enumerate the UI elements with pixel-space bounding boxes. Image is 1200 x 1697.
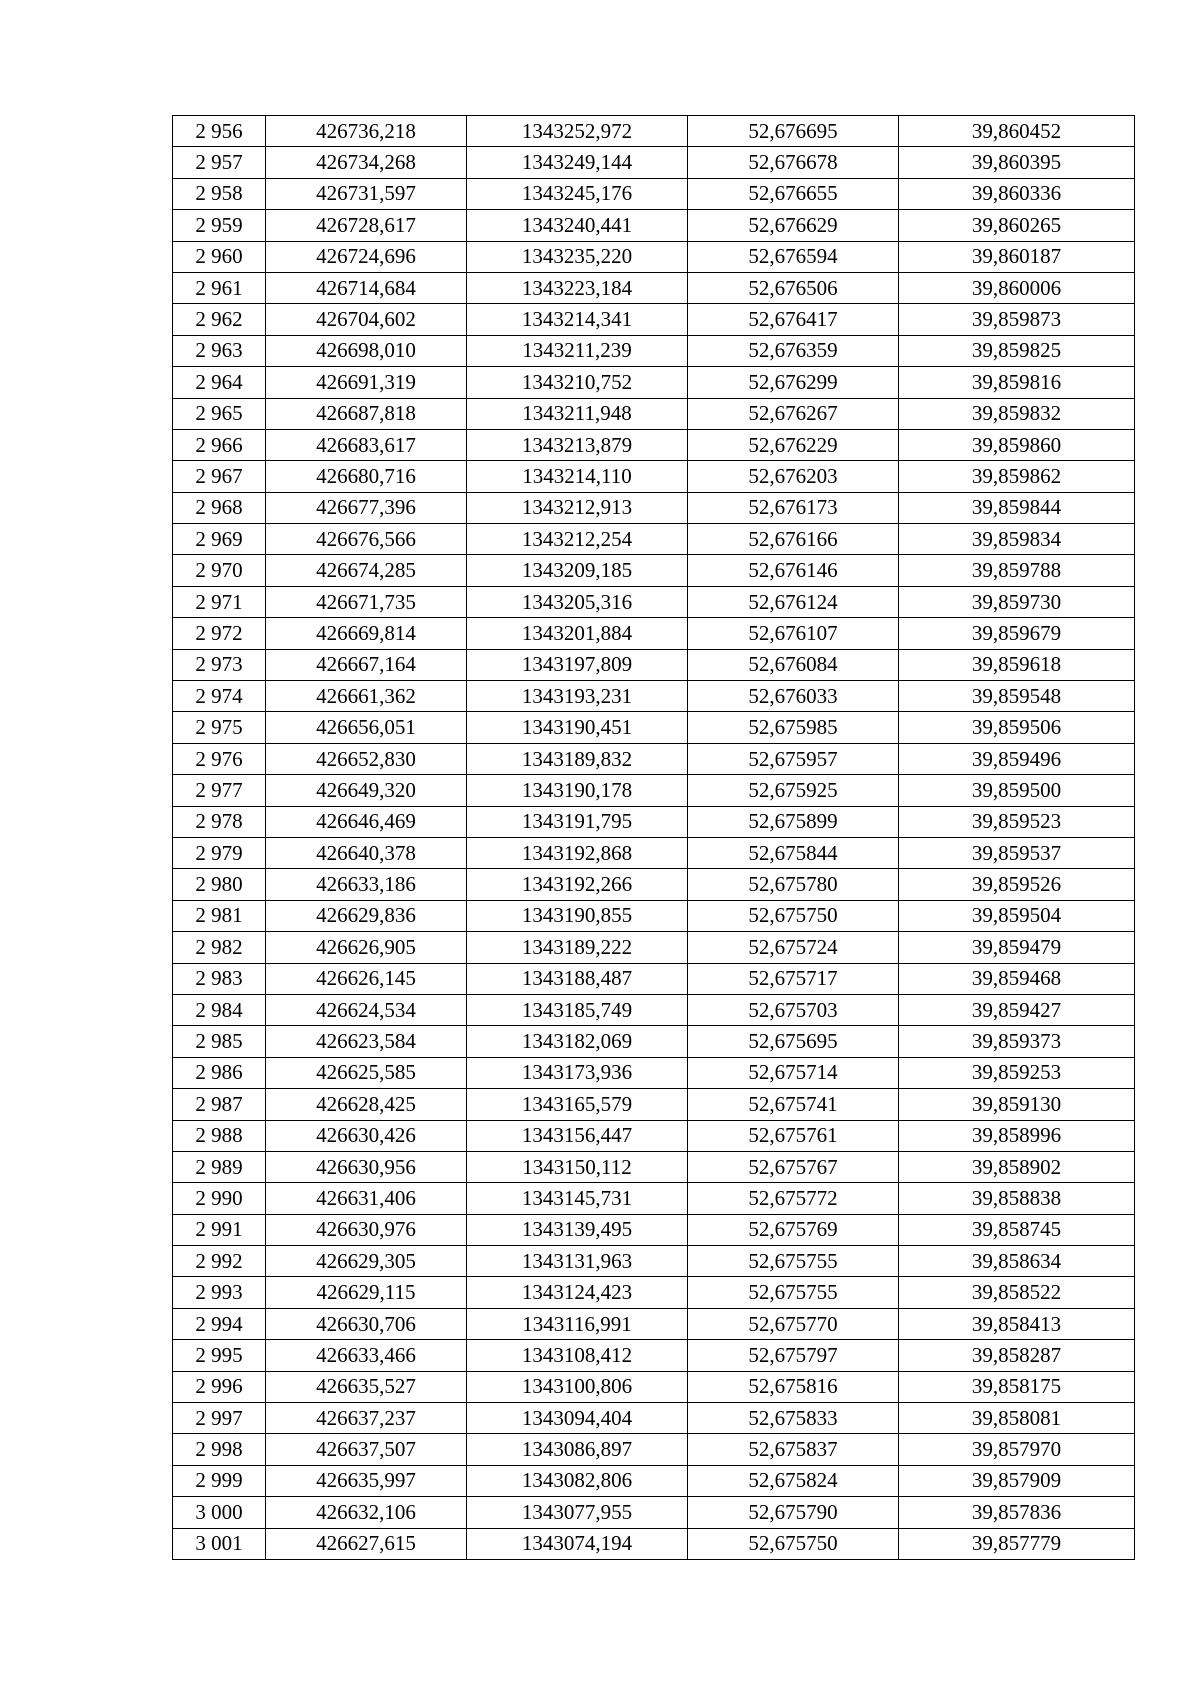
longitude-cell: 39,858634 [899, 1246, 1135, 1277]
y-coordinate-cell: 1343139,495 [467, 1214, 688, 1245]
point-number-cell: 2 981 [173, 900, 266, 931]
longitude-cell: 39,859523 [899, 806, 1135, 837]
y-coordinate-cell: 1343252,972 [467, 116, 688, 147]
y-coordinate-cell: 1343156,447 [467, 1120, 688, 1151]
table-row [173, 555, 1135, 586]
x-coordinate-cell: 426661,362 [266, 681, 467, 712]
point-number-cell: 2 958 [173, 178, 266, 209]
x-coordinate-cell: 426704,602 [266, 304, 467, 335]
y-coordinate-cell: 1343210,752 [467, 367, 688, 398]
point-number-cell: 2 985 [173, 1026, 266, 1057]
latitude-cell: 52,676084 [688, 649, 899, 680]
point-number-cell: 2 991 [173, 1214, 266, 1245]
y-coordinate-cell: 1343213,879 [467, 429, 688, 460]
longitude-cell: 39,860336 [899, 178, 1135, 209]
latitude-cell: 52,675770 [688, 1308, 899, 1339]
point-number-cell: 2 971 [173, 586, 266, 617]
x-coordinate-cell: 426623,584 [266, 1026, 467, 1057]
y-coordinate-cell: 1343249,144 [467, 147, 688, 178]
latitude-cell: 52,675837 [688, 1434, 899, 1465]
x-coordinate-cell: 426624,534 [266, 994, 467, 1025]
y-coordinate-cell: 1343094,404 [467, 1403, 688, 1434]
longitude-cell: 39,860395 [899, 147, 1135, 178]
y-coordinate-cell: 1343165,579 [467, 1089, 688, 1120]
longitude-cell: 39,859730 [899, 586, 1135, 617]
y-coordinate-cell: 1343191,795 [467, 806, 688, 837]
table-row [173, 869, 1135, 900]
point-number-cell: 2 970 [173, 555, 266, 586]
latitude-cell: 52,676124 [688, 586, 899, 617]
latitude-cell: 52,675755 [688, 1246, 899, 1277]
y-coordinate-cell: 1343082,806 [467, 1465, 688, 1496]
x-coordinate-cell: 426698,010 [266, 335, 467, 366]
longitude-cell: 39,859862 [899, 461, 1135, 492]
x-coordinate-cell: 426652,830 [266, 743, 467, 774]
x-coordinate-cell: 426667,164 [266, 649, 467, 680]
longitude-cell: 39,858287 [899, 1340, 1135, 1371]
point-number-cell: 2 973 [173, 649, 266, 680]
point-number-cell: 2 998 [173, 1434, 266, 1465]
longitude-cell: 39,857970 [899, 1434, 1135, 1465]
y-coordinate-cell: 1343150,112 [467, 1151, 688, 1182]
y-coordinate-cell: 1343185,749 [467, 994, 688, 1025]
table-row [173, 116, 1135, 147]
longitude-cell: 39,860265 [899, 210, 1135, 241]
x-coordinate-cell: 426626,145 [266, 963, 467, 994]
table-row [173, 837, 1135, 868]
y-coordinate-cell: 1343074,194 [467, 1528, 688, 1559]
y-coordinate-cell: 1343192,266 [467, 869, 688, 900]
x-coordinate-cell: 426629,305 [266, 1246, 467, 1277]
y-coordinate-cell: 1343245,176 [467, 178, 688, 209]
longitude-cell: 39,859504 [899, 900, 1135, 931]
table-row [173, 775, 1135, 806]
longitude-cell: 39,859860 [899, 429, 1135, 460]
latitude-cell: 52,675790 [688, 1497, 899, 1528]
y-coordinate-cell: 1343189,832 [467, 743, 688, 774]
y-coordinate-cell: 1343214,110 [467, 461, 688, 492]
table-row [173, 743, 1135, 774]
table-row [173, 586, 1135, 617]
longitude-cell: 39,857779 [899, 1528, 1135, 1559]
table-row [173, 994, 1135, 1025]
table-row [173, 1434, 1135, 1465]
longitude-cell: 39,859825 [899, 335, 1135, 366]
x-coordinate-cell: 426677,396 [266, 492, 467, 523]
coordinates-table-body [173, 116, 1135, 1560]
longitude-cell: 39,859816 [899, 367, 1135, 398]
longitude-cell: 39,859618 [899, 649, 1135, 680]
point-number-cell: 2 978 [173, 806, 266, 837]
point-number-cell: 2 997 [173, 1403, 266, 1434]
latitude-cell: 52,676594 [688, 241, 899, 272]
latitude-cell: 52,675780 [688, 869, 899, 900]
x-coordinate-cell: 426669,814 [266, 618, 467, 649]
longitude-cell: 39,858081 [899, 1403, 1135, 1434]
point-number-cell: 2 959 [173, 210, 266, 241]
longitude-cell: 39,859468 [899, 963, 1135, 994]
longitude-cell: 39,860187 [899, 241, 1135, 272]
table-row [173, 1246, 1135, 1277]
y-coordinate-cell: 1343209,185 [467, 555, 688, 586]
point-number-cell: 2 956 [173, 116, 266, 147]
x-coordinate-cell: 426683,617 [266, 429, 467, 460]
point-number-cell: 2 957 [173, 147, 266, 178]
latitude-cell: 52,675724 [688, 932, 899, 963]
longitude-cell: 39,858175 [899, 1371, 1135, 1402]
latitude-cell: 52,676146 [688, 555, 899, 586]
table-row [173, 335, 1135, 366]
x-coordinate-cell: 426674,285 [266, 555, 467, 586]
table-row [173, 1214, 1135, 1245]
table-row [173, 367, 1135, 398]
point-number-cell: 2 994 [173, 1308, 266, 1339]
y-coordinate-cell: 1343124,423 [467, 1277, 688, 1308]
point-number-cell: 2 962 [173, 304, 266, 335]
table-row [173, 398, 1135, 429]
longitude-cell: 39,859873 [899, 304, 1135, 335]
x-coordinate-cell: 426637,507 [266, 1434, 467, 1465]
x-coordinate-cell: 426736,218 [266, 116, 467, 147]
longitude-cell: 39,859373 [899, 1026, 1135, 1057]
x-coordinate-cell: 426630,706 [266, 1308, 467, 1339]
y-coordinate-cell: 1343190,451 [467, 712, 688, 743]
table-row [173, 900, 1135, 931]
point-number-cell: 2 966 [173, 429, 266, 460]
table-row [173, 178, 1135, 209]
table-row [173, 429, 1135, 460]
y-coordinate-cell: 1343131,963 [467, 1246, 688, 1277]
latitude-cell: 52,675816 [688, 1371, 899, 1402]
longitude-cell: 39,858413 [899, 1308, 1135, 1339]
point-number-cell: 2 967 [173, 461, 266, 492]
point-number-cell: 3 000 [173, 1497, 266, 1528]
coordinates-table [172, 115, 1135, 1560]
point-number-cell: 2 964 [173, 367, 266, 398]
longitude-cell: 39,858522 [899, 1277, 1135, 1308]
x-coordinate-cell: 426734,268 [266, 147, 467, 178]
x-coordinate-cell: 426649,320 [266, 775, 467, 806]
latitude-cell: 52,675695 [688, 1026, 899, 1057]
latitude-cell: 52,676229 [688, 429, 899, 460]
point-number-cell: 2 975 [173, 712, 266, 743]
latitude-cell: 52,676506 [688, 272, 899, 303]
point-number-cell: 2 999 [173, 1465, 266, 1496]
point-number-cell: 2 963 [173, 335, 266, 366]
table-row [173, 963, 1135, 994]
x-coordinate-cell: 426680,716 [266, 461, 467, 492]
longitude-cell: 39,859844 [899, 492, 1135, 523]
y-coordinate-cell: 1343188,487 [467, 963, 688, 994]
x-coordinate-cell: 426635,997 [266, 1465, 467, 1496]
table-row [173, 649, 1135, 680]
point-number-cell: 2 977 [173, 775, 266, 806]
table-row [173, 1308, 1135, 1339]
point-number-cell: 2 984 [173, 994, 266, 1025]
point-number-cell: 2 990 [173, 1183, 266, 1214]
latitude-cell: 52,675899 [688, 806, 899, 837]
y-coordinate-cell: 1343193,231 [467, 681, 688, 712]
latitude-cell: 52,675767 [688, 1151, 899, 1182]
y-coordinate-cell: 1343108,412 [467, 1340, 688, 1371]
x-coordinate-cell: 426656,051 [266, 712, 467, 743]
latitude-cell: 52,676203 [688, 461, 899, 492]
latitude-cell: 52,676655 [688, 178, 899, 209]
longitude-cell: 39,859427 [899, 994, 1135, 1025]
point-number-cell: 2 979 [173, 837, 266, 868]
point-number-cell: 2 986 [173, 1057, 266, 1088]
point-number-cell: 2 992 [173, 1246, 266, 1277]
longitude-cell: 39,859679 [899, 618, 1135, 649]
longitude-cell: 39,859832 [899, 398, 1135, 429]
latitude-cell: 52,676678 [688, 147, 899, 178]
table-row [173, 1340, 1135, 1371]
longitude-cell: 39,858745 [899, 1214, 1135, 1245]
longitude-cell: 39,857836 [899, 1497, 1135, 1528]
table-row [173, 1465, 1135, 1496]
y-coordinate-cell: 1343240,441 [467, 210, 688, 241]
y-coordinate-cell: 1343145,731 [467, 1183, 688, 1214]
latitude-cell: 52,676695 [688, 116, 899, 147]
y-coordinate-cell: 1343214,341 [467, 304, 688, 335]
table-row [173, 1403, 1135, 1434]
table-row [173, 1026, 1135, 1057]
latitude-cell: 52,676299 [688, 367, 899, 398]
x-coordinate-cell: 426629,115 [266, 1277, 467, 1308]
y-coordinate-cell: 1343211,239 [467, 335, 688, 366]
latitude-cell: 52,675750 [688, 900, 899, 931]
point-number-cell: 2 969 [173, 524, 266, 555]
table-row [173, 1183, 1135, 1214]
point-number-cell: 2 960 [173, 241, 266, 272]
point-number-cell: 2 983 [173, 963, 266, 994]
latitude-cell: 52,675741 [688, 1089, 899, 1120]
longitude-cell: 39,860006 [899, 272, 1135, 303]
latitude-cell: 52,675717 [688, 963, 899, 994]
point-number-cell: 2 982 [173, 932, 266, 963]
x-coordinate-cell: 426625,585 [266, 1057, 467, 1088]
table-row [173, 1120, 1135, 1151]
point-number-cell: 2 989 [173, 1151, 266, 1182]
latitude-cell: 52,676033 [688, 681, 899, 712]
latitude-cell: 52,675844 [688, 837, 899, 868]
latitude-cell: 52,675761 [688, 1120, 899, 1151]
x-coordinate-cell: 426646,469 [266, 806, 467, 837]
x-coordinate-cell: 426628,425 [266, 1089, 467, 1120]
x-coordinate-cell: 426676,566 [266, 524, 467, 555]
longitude-cell: 39,859496 [899, 743, 1135, 774]
y-coordinate-cell: 1343116,991 [467, 1308, 688, 1339]
y-coordinate-cell: 1343212,913 [467, 492, 688, 523]
point-number-cell: 2 974 [173, 681, 266, 712]
x-coordinate-cell: 426724,696 [266, 241, 467, 272]
x-coordinate-cell: 426631,406 [266, 1183, 467, 1214]
table-row [173, 1371, 1135, 1402]
table-row [173, 492, 1135, 523]
y-coordinate-cell: 1343077,955 [467, 1497, 688, 1528]
y-coordinate-cell: 1343235,220 [467, 241, 688, 272]
x-coordinate-cell: 426632,106 [266, 1497, 467, 1528]
longitude-cell: 39,860452 [899, 116, 1135, 147]
x-coordinate-cell: 426630,426 [266, 1120, 467, 1151]
point-number-cell: 2 996 [173, 1371, 266, 1402]
table-row [173, 304, 1135, 335]
latitude-cell: 52,676417 [688, 304, 899, 335]
latitude-cell: 52,675703 [688, 994, 899, 1025]
latitude-cell: 52,675797 [688, 1340, 899, 1371]
longitude-cell: 39,859548 [899, 681, 1135, 712]
table-row [173, 147, 1135, 178]
x-coordinate-cell: 426728,617 [266, 210, 467, 241]
point-number-cell: 2 968 [173, 492, 266, 523]
longitude-cell: 39,859526 [899, 869, 1135, 900]
point-number-cell: 2 980 [173, 869, 266, 900]
point-number-cell: 2 965 [173, 398, 266, 429]
longitude-cell: 39,859130 [899, 1089, 1135, 1120]
latitude-cell: 52,675769 [688, 1214, 899, 1245]
latitude-cell: 52,675750 [688, 1528, 899, 1559]
x-coordinate-cell: 426635,527 [266, 1371, 467, 1402]
y-coordinate-cell: 1343190,855 [467, 900, 688, 931]
longitude-cell: 39,858996 [899, 1120, 1135, 1151]
point-number-cell: 2 961 [173, 272, 266, 303]
longitude-cell: 39,859479 [899, 932, 1135, 963]
y-coordinate-cell: 1343201,884 [467, 618, 688, 649]
x-coordinate-cell: 426629,836 [266, 900, 467, 931]
latitude-cell: 52,675755 [688, 1277, 899, 1308]
longitude-cell: 39,858838 [899, 1183, 1135, 1214]
table-row [173, 806, 1135, 837]
y-coordinate-cell: 1343086,897 [467, 1434, 688, 1465]
table-row [173, 241, 1135, 272]
table-row [173, 618, 1135, 649]
y-coordinate-cell: 1343223,184 [467, 272, 688, 303]
latitude-cell: 52,675957 [688, 743, 899, 774]
longitude-cell: 39,859500 [899, 775, 1135, 806]
x-coordinate-cell: 426633,466 [266, 1340, 467, 1371]
x-coordinate-cell: 426687,818 [266, 398, 467, 429]
latitude-cell: 52,675925 [688, 775, 899, 806]
y-coordinate-cell: 1343212,254 [467, 524, 688, 555]
x-coordinate-cell: 426626,905 [266, 932, 467, 963]
table-row [173, 932, 1135, 963]
y-coordinate-cell: 1343189,222 [467, 932, 688, 963]
table-row [173, 524, 1135, 555]
table-row [173, 461, 1135, 492]
x-coordinate-cell: 426714,684 [266, 272, 467, 303]
x-coordinate-cell: 426633,186 [266, 869, 467, 900]
x-coordinate-cell: 426671,735 [266, 586, 467, 617]
latitude-cell: 52,676166 [688, 524, 899, 555]
table-row [173, 681, 1135, 712]
table-row [173, 1151, 1135, 1182]
x-coordinate-cell: 426630,976 [266, 1214, 467, 1245]
point-number-cell: 2 988 [173, 1120, 266, 1151]
x-coordinate-cell: 426637,237 [266, 1403, 467, 1434]
latitude-cell: 52,675985 [688, 712, 899, 743]
latitude-cell: 52,676629 [688, 210, 899, 241]
table-row [173, 1277, 1135, 1308]
y-coordinate-cell: 1343192,868 [467, 837, 688, 868]
x-coordinate-cell: 426731,597 [266, 178, 467, 209]
latitude-cell: 52,676267 [688, 398, 899, 429]
longitude-cell: 39,859253 [899, 1057, 1135, 1088]
x-coordinate-cell: 426640,378 [266, 837, 467, 868]
table-row [173, 210, 1135, 241]
y-coordinate-cell: 1343182,069 [467, 1026, 688, 1057]
table-row [173, 272, 1135, 303]
latitude-cell: 52,675772 [688, 1183, 899, 1214]
longitude-cell: 39,859506 [899, 712, 1135, 743]
point-number-cell: 2 993 [173, 1277, 266, 1308]
x-coordinate-cell: 426630,956 [266, 1151, 467, 1182]
table-row [173, 1497, 1135, 1528]
table-row [173, 1528, 1135, 1559]
x-coordinate-cell: 426627,615 [266, 1528, 467, 1559]
latitude-cell: 52,675824 [688, 1465, 899, 1496]
latitude-cell: 52,676107 [688, 618, 899, 649]
point-number-cell: 2 987 [173, 1089, 266, 1120]
latitude-cell: 52,675833 [688, 1403, 899, 1434]
table-row [173, 1057, 1135, 1088]
y-coordinate-cell: 1343173,936 [467, 1057, 688, 1088]
y-coordinate-cell: 1343190,178 [467, 775, 688, 806]
point-number-cell: 2 976 [173, 743, 266, 774]
x-coordinate-cell: 426691,319 [266, 367, 467, 398]
y-coordinate-cell: 1343100,806 [467, 1371, 688, 1402]
latitude-cell: 52,676173 [688, 492, 899, 523]
point-number-cell: 3 001 [173, 1528, 266, 1559]
y-coordinate-cell: 1343197,809 [467, 649, 688, 680]
latitude-cell: 52,675714 [688, 1057, 899, 1088]
longitude-cell: 39,858902 [899, 1151, 1135, 1182]
longitude-cell: 39,857909 [899, 1465, 1135, 1496]
point-number-cell: 2 995 [173, 1340, 266, 1371]
point-number-cell: 2 972 [173, 618, 266, 649]
table-row [173, 712, 1135, 743]
longitude-cell: 39,859788 [899, 555, 1135, 586]
table-row [173, 1089, 1135, 1120]
latitude-cell: 52,676359 [688, 335, 899, 366]
longitude-cell: 39,859834 [899, 524, 1135, 555]
y-coordinate-cell: 1343205,316 [467, 586, 688, 617]
longitude-cell: 39,859537 [899, 837, 1135, 868]
y-coordinate-cell: 1343211,948 [467, 398, 688, 429]
